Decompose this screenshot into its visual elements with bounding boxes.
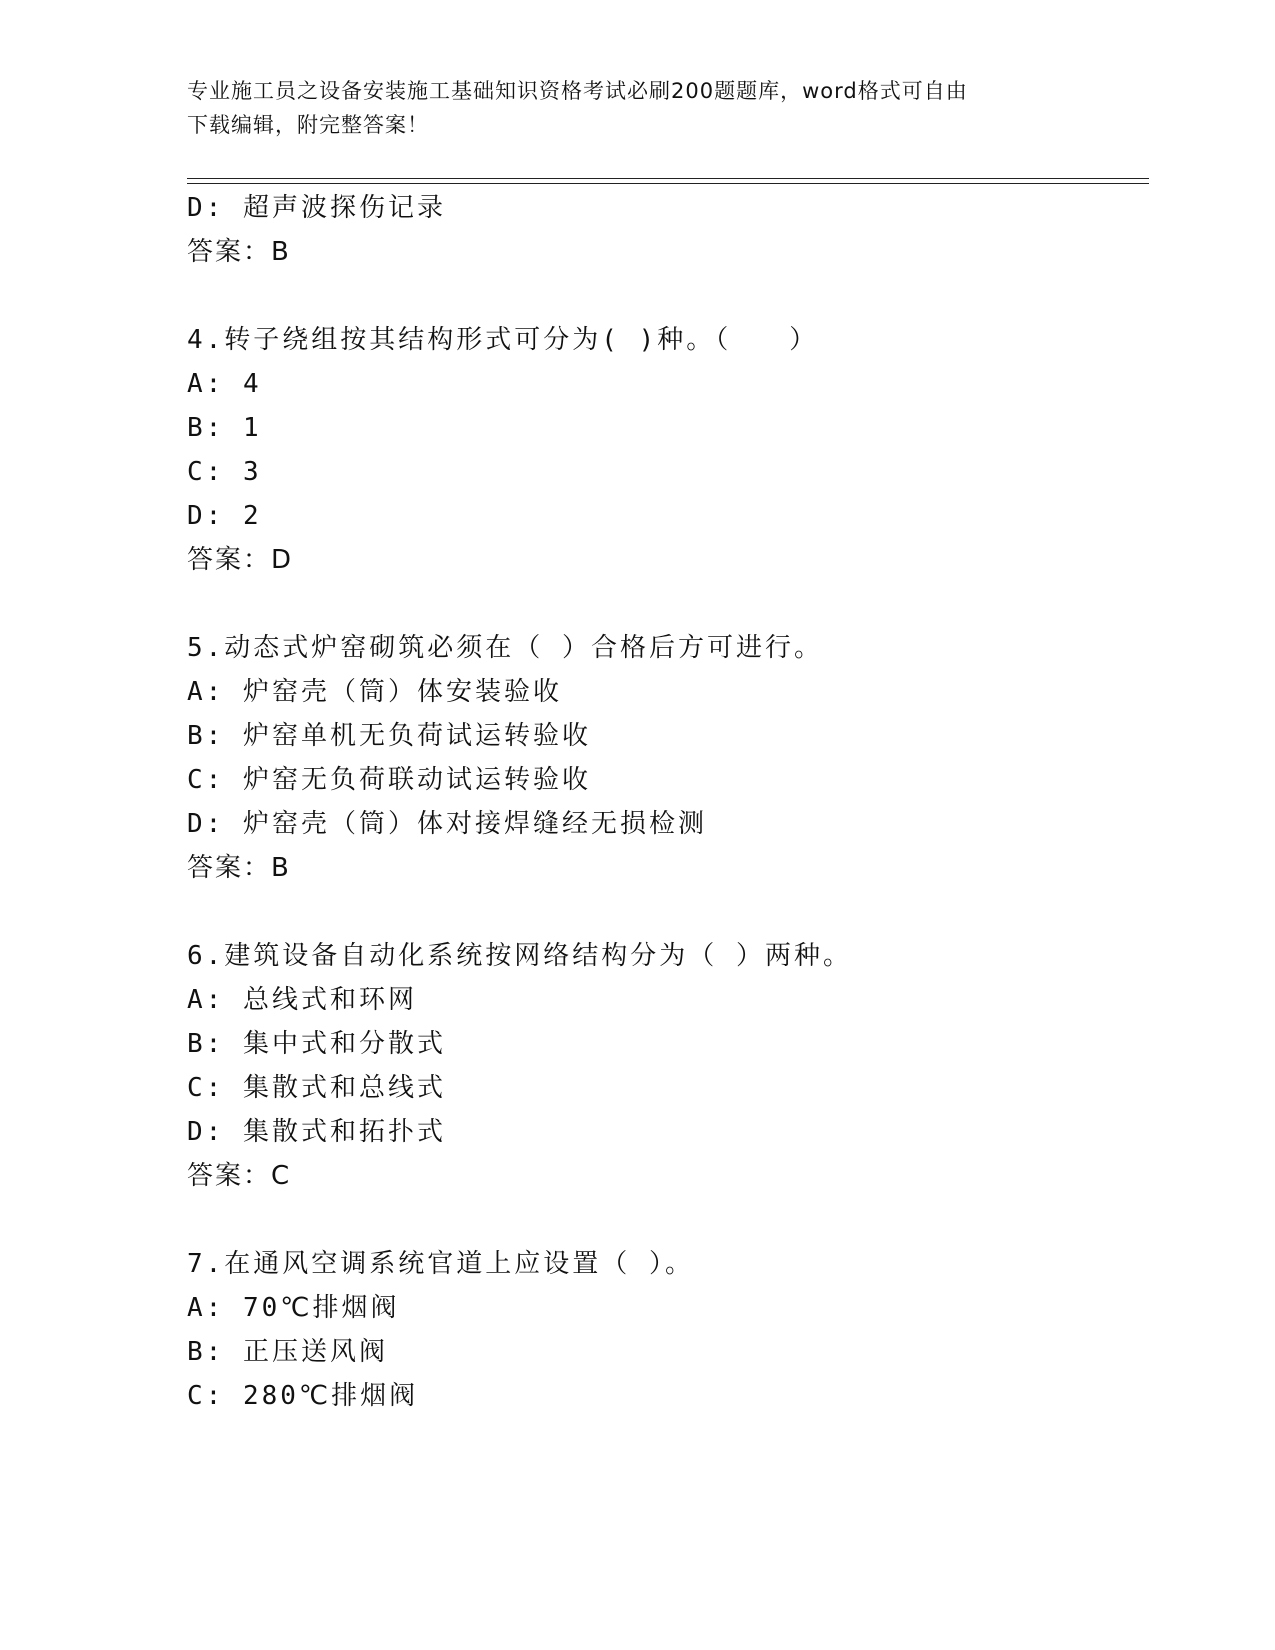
q4-option-b: B: 1 bbox=[187, 413, 262, 443]
q6-option-d: D: 集散式和拓扑式 bbox=[187, 1117, 446, 1147]
q5-option-b: B: 炉窑单机无负荷试运转验收 bbox=[187, 721, 591, 751]
q4-option-a: A: 4 bbox=[187, 369, 262, 399]
q5-option-c: C: 炉窑无负荷联动试运转验收 bbox=[187, 765, 591, 795]
q5-stem: 5.动态式炉窑砌筑必须在（ ）合格后方可进行。 bbox=[187, 633, 823, 663]
header-divider-bottom bbox=[187, 183, 1149, 184]
q7-option-b: B: 正压送风阀 bbox=[187, 1337, 388, 1367]
q7-stem: 7.在通风空调系统官道上应设置（ ）。 bbox=[187, 1249, 694, 1279]
q5-answer: 答案：B bbox=[187, 853, 291, 883]
prev-option-d: D: 超声波探伤记录 bbox=[187, 193, 446, 223]
q6-option-c: C: 集散式和总线式 bbox=[187, 1073, 446, 1103]
prev-answer: 答案：B bbox=[187, 237, 291, 267]
q6-option-b: B: 集中式和分散式 bbox=[187, 1029, 446, 1059]
q6-stem: 6.建筑设备自动化系统按网络结构分为（ ）两种。 bbox=[187, 941, 852, 971]
q7-option-c: C: 280℃排烟阀 bbox=[187, 1381, 419, 1411]
document-header bbox=[187, 74, 1087, 142]
q5-option-d: D: 炉窑壳（筒）体对接焊缝经无损检测 bbox=[187, 809, 707, 839]
header-line-2: 下载编辑，附完整答案！ bbox=[187, 113, 429, 137]
header-line-1: 专业施工员之设备安装施工基础知识资格考试必刷200题题库，word格式可自由 bbox=[187, 79, 968, 103]
q4-answer: 答案：D bbox=[187, 545, 294, 575]
q7-option-a: A: 70℃排烟阀 bbox=[187, 1293, 400, 1323]
q5-option-a: A: 炉窑壳（筒）体安装验收 bbox=[187, 677, 562, 707]
q4-option-c: C: 3 bbox=[187, 457, 262, 487]
q6-option-a: A: 总线式和环网 bbox=[187, 985, 417, 1015]
header-divider-top bbox=[187, 178, 1149, 179]
q4-option-d: D: 2 bbox=[187, 501, 262, 531]
q6-answer: 答案：C bbox=[187, 1161, 292, 1191]
q4-stem: 4.转子绕组按其结构形式可分为( )种。（ ） bbox=[187, 325, 819, 355]
